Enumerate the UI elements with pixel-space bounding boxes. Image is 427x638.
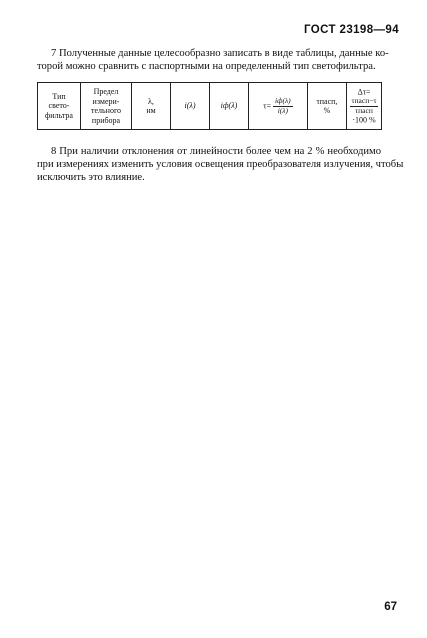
- header-passport-transmission-symbol: τпасп,: [316, 96, 338, 106]
- header-deviation-formula: [347, 83, 382, 130]
- header-filter-type-line-2: свето-: [48, 101, 70, 111]
- paragraph-8-line-3: исключить это влияние.: [37, 172, 145, 183]
- header-filter-current: iф(λ): [210, 83, 249, 130]
- header-filter-type-line-1: Тип: [52, 91, 66, 101]
- deviation-numerator: τпасп−τ: [351, 96, 377, 105]
- deviation-fraction: [350, 97, 379, 115]
- header-wavelength-unit: нм: [146, 106, 156, 115]
- header-instrument-limit-line-1: Предел: [93, 87, 119, 96]
- header-current: i(λ): [171, 83, 210, 130]
- paragraph-7-line-2: торой можно сравнить с паспортными на определенный тип светофильтра.: [37, 61, 376, 72]
- header-filter-type-line-3: фильтра: [45, 110, 73, 120]
- header-wavelength-symbol: λ,: [148, 96, 154, 106]
- header-instrument-limit-line-2: измери-: [92, 96, 120, 106]
- table-header-row: [38, 83, 382, 130]
- transmission-denominator: i(λ): [277, 105, 289, 115]
- transmission-prefix: τ=: [263, 101, 272, 111]
- page-number: 67: [384, 601, 397, 613]
- header-instrument-limit: [81, 83, 132, 130]
- results-table: [37, 82, 382, 130]
- deviation-denominator: τпасп: [355, 105, 373, 115]
- header-wavelength: [132, 83, 171, 130]
- transmission-numerator: iф(λ): [275, 96, 291, 105]
- header-transmission-formula: [249, 83, 308, 130]
- paragraph-8-line-1: 8 При наличии отклонения от линейности более чем на 2 % необходимо: [51, 146, 381, 157]
- paragraph-7: [37, 47, 389, 73]
- header-passport-transmission: [308, 83, 347, 130]
- standard-code: ГОСТ 23198—94: [303, 24, 399, 36]
- paragraph-8-line-2: при измерениях изменить условия освещения преобразователя излучения, чтобы: [37, 159, 404, 170]
- transmission-fraction: [273, 97, 293, 115]
- header-instrument-limit-line-4: прибора: [91, 115, 121, 125]
- deviation-suffix: ·100 %: [352, 115, 376, 125]
- paragraph-7-line-1: 7 Полученные данные целесообразно записать в виде таблицы, данные ко-: [51, 48, 389, 59]
- header-passport-transmission-unit: %: [323, 106, 331, 115]
- paragraph-8: [37, 145, 404, 184]
- header-filter-type: [38, 83, 81, 130]
- header-instrument-limit-line-3: тельного: [90, 106, 122, 115]
- deviation-prefix: Δτ=: [357, 87, 371, 97]
